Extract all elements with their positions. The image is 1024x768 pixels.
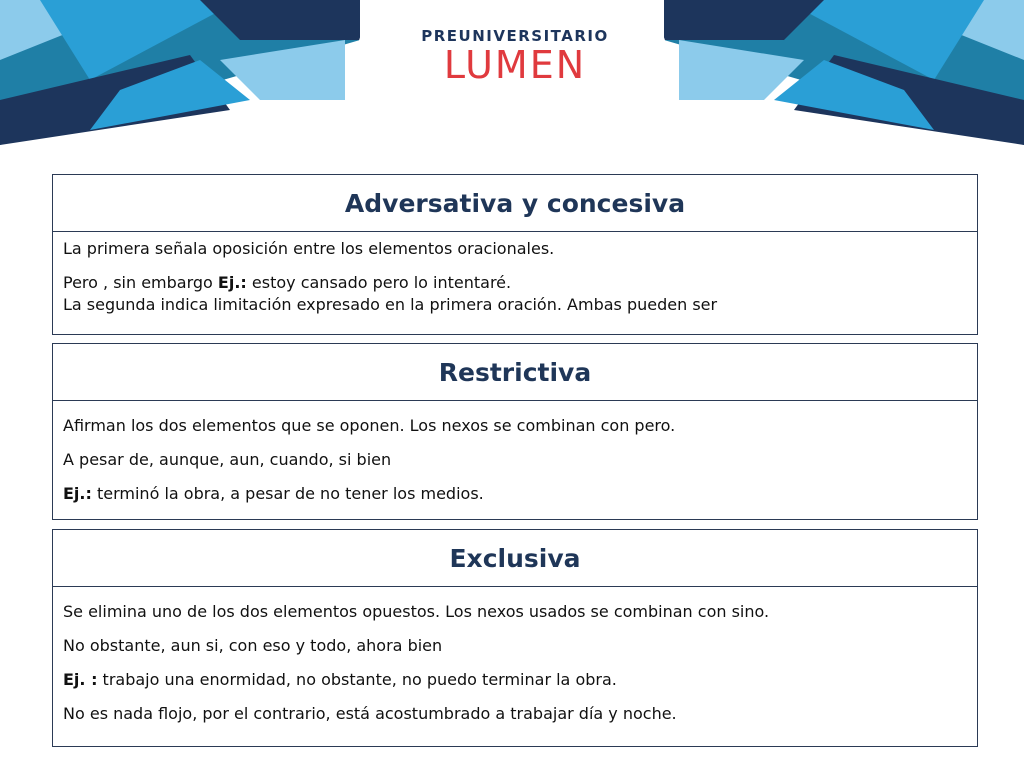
section-adversativa: [52, 174, 978, 335]
section-text: Afirman los dos elementos que se oponen. Los nexos se combinan con pero.: [63, 416, 676, 435]
lumen-logo: [420, 28, 610, 85]
section-text: [63, 669, 967, 691]
text-run: trabajo una enormidad, no obstante, no puedo terminar la obra.: [97, 670, 617, 689]
section-body: [53, 232, 977, 316]
section-restrictiva: [52, 343, 978, 520]
section-text: [63, 483, 967, 505]
section-title: Exclusiva: [53, 530, 977, 587]
section-title: Restrictiva: [53, 344, 977, 401]
section-body: [53, 587, 977, 725]
section-exclusiva: [52, 529, 978, 747]
section-text: Se elimina uno de los dos elementos opuestos. Los nexos usados se combinan con sino.: [63, 602, 770, 621]
logo-subtitle: PREUNIVERSITARIO: [421, 27, 609, 45]
example-label: Ej.:: [63, 484, 92, 503]
logo-title: LUMEN: [443, 43, 587, 87]
section-text: [63, 272, 967, 294]
section-text: A pesar de, aunque, aun, cuando, si bien: [63, 450, 392, 469]
section-title: Adversativa y concesiva: [53, 175, 977, 232]
section-text: La segunda indica limitación expresado en la primera oración. Ambas pueden ser: [63, 295, 718, 314]
example-label: Ej.:: [217, 273, 247, 292]
section-text: No es nada flojo, por el contrario, está acostumbrado a trabajar día y noche.: [63, 704, 677, 723]
section-text: No obstante, aun si, con eso y todo, ahora bien: [63, 636, 443, 655]
section-body: [53, 401, 977, 505]
example-label: Ej. :: [63, 670, 98, 689]
section-text: La primera señala oposición entre los elementos oracionales.: [63, 239, 555, 258]
text-run: Pero , sin embargo: [63, 273, 218, 292]
text-run: estoy cansado pero lo intentaré.: [246, 273, 512, 292]
text-run: terminó la obra, a pesar de no tener los medios.: [91, 484, 484, 503]
